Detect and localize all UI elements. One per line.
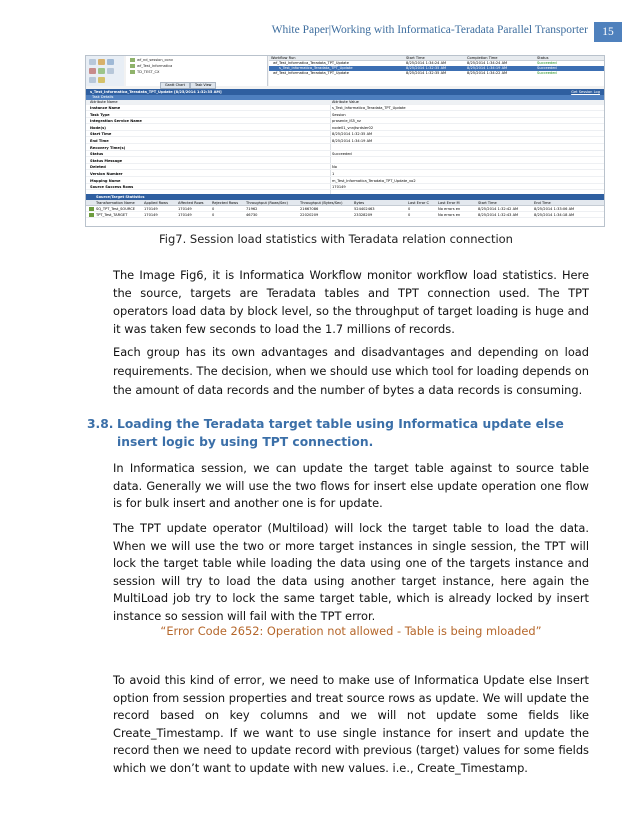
statistics-cell: 0 — [408, 207, 411, 211]
workflow-run-grid: Workflow Run Start Time Completion Time Status wf_Test_Informatica_Teradata_TPT_Update 8/25/2014 1:34:24 AM 8/25/2014 1:34:24 AM Succeeded s_Test_Informatica_Teradata_TPT_Update 8/25/2014 1:32:35 AM 8/25/2014 1:34:19 AM Succeeded wf_Test_Informatica_Teradata_TPT_Update 8/25/2014 1:32:35 AM 8/25/2014 1:34:22 AM Succeeded — [269, 56, 605, 86]
section-heading — [87, 415, 597, 451]
task-details-section[interactable]: Task Details — [86, 95, 605, 100]
statistics-cell: TPT_Test_TARGET — [96, 213, 128, 217]
property-name: Start Time — [90, 132, 112, 137]
table-icon — [89, 207, 94, 211]
property-value: Succeeded — [332, 152, 352, 157]
paragraph-fig6-description: The Image Fig6, it is Informatica Workflow monitor workflow load statistics. Here the source, targets are Teradata tables and TPT connection used. The TPT operators load data by block level, so the throughput of target loading is huge and it was taken few seconds to load the 1.7 millions of records. — [113, 268, 589, 336]
paragraph-advantages: Each group has its own advantages and disadvantages and depending on load requirements. The decision, when we should use which tool for loading depends on the amount of data records and the number of bytes a data records is consuming. — [113, 345, 589, 397]
property-row — [86, 185, 605, 190]
statistics-cell: 0 — [212, 213, 215, 217]
statistics-cell: 0 — [408, 213, 411, 217]
section-title-line1: Loading the Teradata target table using Informatica update else — [117, 417, 564, 431]
statistics-cell: 23328209 — [354, 213, 373, 217]
nav-icon — [98, 68, 105, 74]
statistics-table — [86, 200, 605, 227]
statistics-cell: 46730 — [246, 213, 258, 217]
property-value: 170149 — [332, 185, 346, 190]
property-name: Recovery Time(s) — [90, 145, 126, 150]
workflow-monitor-screenshot — [85, 55, 605, 227]
statistics-column-header: Last Error M — [438, 201, 460, 205]
statistics-column-header: End Time — [534, 201, 551, 205]
property-value: 8/25/2014 1:34:19 AM — [332, 139, 373, 143]
statistics-cell: 8/25/2014 1:32:43 AM — [478, 213, 519, 217]
statistics-column-header: Throughput (Rows/Sec) — [246, 201, 288, 205]
statistics-cell: 71962 — [246, 207, 258, 211]
property-name: Instance Name — [90, 106, 121, 110]
error-quote: “Error Code 2652: Operation not allowed - Table is being mloaded” — [160, 624, 542, 638]
property-row — [86, 106, 605, 111]
statistics-column-header: Rejected Rows — [212, 201, 239, 205]
property-row — [86, 139, 605, 144]
property-row — [86, 146, 605, 151]
property-name: Source Success Rows — [90, 185, 134, 190]
statistics-cell: 170149 — [178, 213, 192, 217]
statistics-cell: No errors en — [438, 207, 461, 211]
property-value: Session — [332, 112, 346, 117]
property-value: No — [332, 165, 337, 170]
paragraph-tpt-lock: The TPT update operator (Multiload) will lock the target table to load the data. When we will use the two or more target instances in single session, the TPT will lock the target table while loading the data using one of the targets instance and session will try to load the data using another target instance, here again the MultiLoad job try to lock the same target table, which is already locked by insert instance so session will fail with the TPT error. — [113, 521, 589, 623]
statistics-column-header: Applied Rows — [144, 201, 168, 205]
figure-caption: Fig7. Session load statistics with Teradata relation connection — [159, 232, 513, 246]
property-row — [86, 172, 605, 177]
tab-task-view[interactable]: Task View — [190, 82, 216, 89]
table-icon — [89, 213, 94, 217]
property-value: node01_vnnjtsrdsler02 — [332, 125, 374, 130]
property-name: Version Number — [90, 172, 123, 176]
property-row — [86, 113, 605, 118]
nav-icon — [89, 68, 96, 74]
property-row — [86, 119, 605, 124]
statistics-column-header: Bytes — [354, 201, 365, 205]
nav-icon — [98, 59, 105, 65]
source-target-statistics-bar[interactable]: Source/Target Statistics — [86, 194, 605, 200]
property-value: prasenie_IS5_nz — [332, 119, 361, 124]
run-grid-header: Workflow Run Start Time Completion Time Status — [269, 56, 605, 61]
get-session-log-link[interactable]: Get Session Log — [571, 90, 600, 94]
page-header — [0, 22, 638, 44]
property-value: s_Test_Informatica_Teradata_TPT_Update — [332, 106, 406, 110]
nav-icon — [89, 59, 96, 65]
statistics-cell: 170149 — [144, 213, 158, 217]
statistics-column-header: Affected Rows — [178, 201, 204, 205]
property-value: 8/25/2014 1:32:35 AM — [332, 132, 373, 137]
nav-icon — [107, 68, 114, 74]
page-number: 15 — [594, 22, 622, 42]
property-name: Integration Service Name — [90, 119, 142, 124]
statistics-column-header: Throughput (Bytes/Sec) — [300, 201, 343, 205]
folder-icon — [130, 64, 135, 68]
paragraph-avoid-error: To avoid this kind of error, we need to make use of Informatica Update else Insert option from session properties and treat source rows as update. We will update the record based on key columns and we will not update some fields like Create_Timestamp. If we want to use single instance for insert and update the record then we need to update record with previous (target) values for some fields which we don’t want to update with new values. i.e., Create_Timestamp. — [113, 673, 589, 775]
property-row — [86, 126, 605, 131]
statistics-cell: 22020209 — [300, 213, 319, 217]
property-name: End Time — [90, 139, 109, 143]
statistics-cell: No errors en — [438, 213, 461, 217]
statistics-row[interactable] — [86, 212, 605, 218]
nav-icon — [89, 77, 96, 83]
property-row — [86, 165, 605, 170]
folder-icon — [130, 70, 135, 74]
statistics-cell: 21667086 — [300, 207, 319, 211]
property-row — [86, 159, 605, 164]
tree-item[interactable]: TD_TEST_CX — [130, 70, 260, 75]
property-row — [86, 132, 605, 137]
tree-item[interactable]: wf_Test_Informatica — [130, 64, 260, 69]
property-name: Mapping Name — [90, 178, 121, 183]
statistics-cell: 0 — [212, 207, 215, 211]
property-row — [86, 179, 605, 184]
section-title-line2: insert logic by using TPT connection. — [117, 435, 374, 449]
statistics-cell: 8/25/2014 1:32:42 AM — [478, 207, 519, 211]
property-value: m_Test_Informatica_Teradata_TPT_Update_vo2 — [332, 178, 416, 183]
statistics-cell: 170149 — [144, 207, 158, 211]
section-number: 3.8. — [87, 417, 114, 431]
property-value: 1 — [332, 172, 335, 176]
property-name: Status Message — [90, 158, 123, 163]
header-title: White Paper|Working with Informatica-Teradata Parallel Transporter — [271, 24, 588, 36]
property-row — [86, 152, 605, 157]
statistics-column-header: Start Time — [478, 201, 497, 205]
statistics-cell: 170149 — [178, 207, 192, 211]
props-header: Attribute Name Attribute Value — [86, 100, 605, 105]
navigator-toolbar — [86, 56, 124, 86]
folder-icon — [130, 58, 135, 62]
nav-icon — [98, 77, 105, 83]
task-properties-table — [86, 100, 605, 194]
paragraph-session-update: In Informatica session, we can update the target table against to source table data. Generally we will use the two flows for insert else update operation one flow is for bulk insert and another one is for update. — [113, 461, 589, 510]
tab-gantt-chart[interactable]: Gantt Chart — [160, 82, 190, 89]
statistics-cell: 524402463 — [354, 207, 375, 211]
property-name: Node(s) — [90, 125, 106, 130]
statistics-column-header: Transformation Name — [96, 201, 135, 205]
statistics-column-header: Last Error C — [408, 201, 430, 205]
statistics-cell: 8/25/2014 1:33:06 AM — [534, 207, 575, 211]
property-name: Deleted — [90, 165, 106, 170]
statistics-cell: 8/25/2014 1:34:18 AM — [534, 213, 575, 217]
statistics-cell: SQ_TPT_Test_SOURCE — [96, 207, 135, 211]
task-details-title-bar: s_Test_Informatica_Teradata_TPT_Update [8/25/2014 1:32:35 AM] Get Session Log — [86, 89, 605, 95]
tree-item[interactable]: wf_nd_session_conv — [130, 58, 260, 63]
nav-icon — [107, 59, 114, 65]
property-name: Task Type — [90, 112, 110, 117]
property-name: Status — [90, 152, 104, 157]
